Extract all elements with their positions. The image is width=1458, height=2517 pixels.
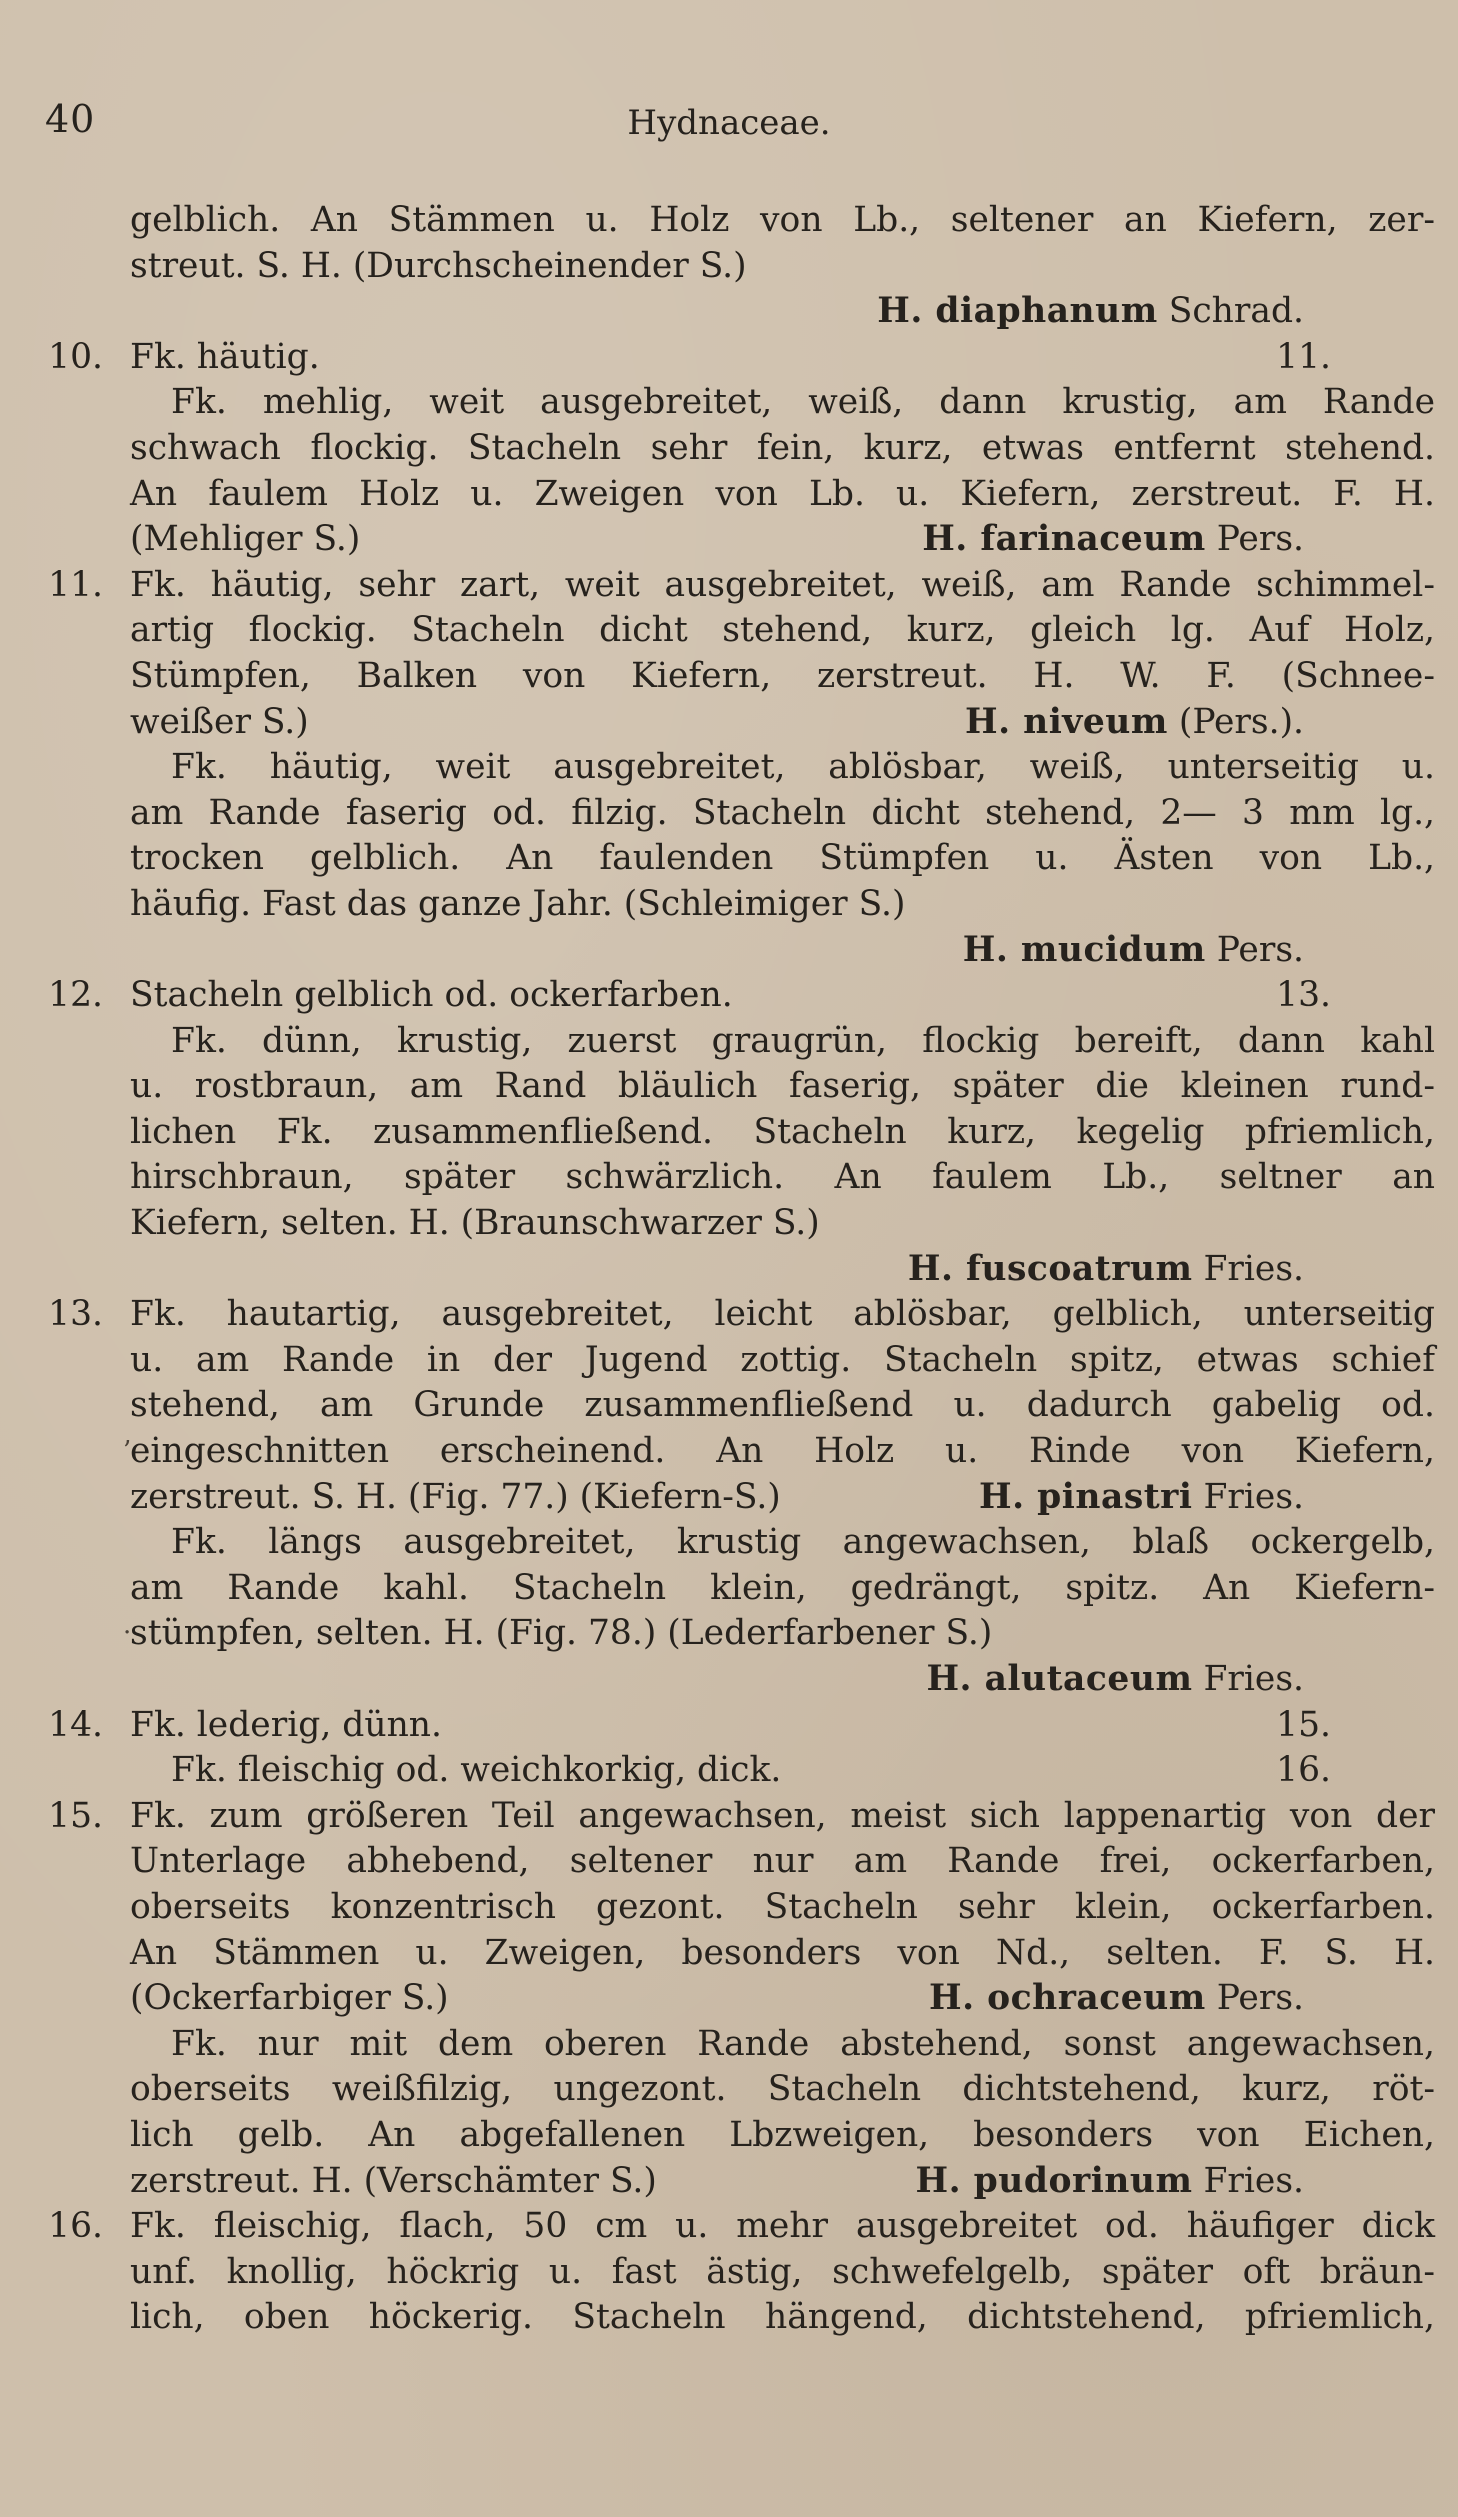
text-line (45, 1429, 1435, 1475)
text-line (45, 1794, 1435, 1840)
species-author: Fries. (1203, 1476, 1304, 1517)
text-line (45, 1520, 1435, 1566)
species-binomial (916, 2161, 1193, 2201)
line-text: Fk. lederig, dünn. (130, 1704, 442, 1745)
species-genus: H. (926, 1659, 973, 1699)
text-line (45, 380, 1435, 426)
species-author: Fries. (1203, 1659, 1304, 1699)
species-epithet: pudorinum (973, 2160, 1193, 2201)
text-line (45, 2067, 1435, 2113)
text-line (45, 928, 1395, 974)
line-text: u. am Rande in der Jugend zottig. Stacheln spitz, etwas schief (130, 1339, 1435, 1380)
text-line (45, 1201, 1395, 1247)
species-binomial (979, 1477, 1192, 1517)
text-line (45, 472, 1435, 518)
text-line (45, 973, 1395, 1019)
species-binomial (922, 519, 1206, 559)
couplet-number: 10. (48, 336, 103, 377)
species-genus: H. (915, 2160, 962, 2201)
text-line (45, 1657, 1395, 1703)
text-line (45, 1064, 1435, 1110)
line-text: Fk. fleischig od. weichkorkig, dick. (171, 1750, 782, 1791)
line-text: unf. knollig, höckrig u. fast ästig, schwefelgelb, später oft bräun- (130, 2251, 1435, 2292)
line-text: schwach flockig. Stacheln sehr fein, kurz, etwas entfernt stehend. (130, 427, 1435, 468)
running-title: Hydnaceae. (627, 103, 831, 143)
line-text: am Rande faserig od. filzig. Stacheln dicht stehend, 2— 3 mm lg., (130, 792, 1435, 833)
margin-mark: · (123, 1618, 132, 1649)
text-line (45, 2022, 1435, 2068)
text-line (45, 1976, 1395, 2022)
species-name (965, 700, 1304, 746)
text-line (45, 1338, 1435, 1384)
text-line (45, 882, 1395, 928)
species-epithet: pinastri (1037, 1476, 1193, 1517)
species-binomial (965, 702, 1168, 742)
line-text: stümpfen, selten. H. (Fig. 78.) (Lederfarbener S.) (130, 1613, 993, 1654)
species-author: Pers. (1216, 519, 1304, 560)
species-genus: H. (979, 1476, 1025, 1517)
text-line (45, 2204, 1435, 2250)
line-text: Kiefern, selten. H. (Braunschwarzer S.) (130, 1203, 820, 1244)
line-text: An Stämmen u. Zweigen, besonders von Nd., selten. F. S. H. (130, 1932, 1435, 1973)
species-epithet: diaphanum (935, 291, 1158, 332)
species-name (979, 1475, 1304, 1521)
text-line (45, 244, 1395, 290)
line-text: am Rande kahl. Stacheln klein, gedrängt, spitz. An Kiefern- (130, 1567, 1435, 1608)
text-line (45, 700, 1395, 746)
species-epithet: mucidum (1020, 929, 1206, 970)
text-line (45, 1292, 1435, 1338)
species-genus: H. (877, 291, 923, 332)
text-line (45, 1155, 1435, 1201)
text-line (45, 745, 1435, 791)
line-text: lichen Fk. zusammenfließend. Stacheln kurz, kegelig pfriemlich, (130, 1111, 1435, 1152)
line-text: trocken gelblich. An faulenden Stümpfen u. Ästen von Lb., (130, 838, 1435, 879)
line-text: Stümpfen, Balken von Kiefern, zerstreut. H. W. F. (Schnee- (130, 655, 1435, 696)
line-text: zerstreut. H. (Verschämter S.) (130, 2160, 657, 2201)
couplet-reference: 16. (1276, 1750, 1331, 1791)
line-text: Fk. häutig, sehr zart, weit ausgebreitet, weiß, am Rande schimmel- (130, 564, 1435, 605)
species-name (922, 517, 1304, 563)
line-text: Unterlage abhebend, seltener nur am Rande frei, ockerfarben, (130, 1841, 1435, 1882)
line-text: Fk. häutig, weit ausgebreitet, ablösbar, weiß, unterseitig u. (171, 747, 1435, 788)
species-name (926, 1657, 1304, 1703)
species-name (877, 289, 1304, 335)
couplet-reference: 11. (1276, 336, 1331, 377)
text-line (45, 1931, 1435, 1977)
species-binomial (929, 1978, 1206, 2018)
couplet-reference: 15. (1276, 1704, 1331, 1745)
text-line (45, 563, 1435, 609)
species-epithet: farinaceum (980, 519, 1206, 560)
line-text: Fk. zum größeren Teil angewachsen, meist sich lappenartig von der (130, 1795, 1435, 1836)
text-line (45, 335, 1395, 381)
text-line (45, 1748, 1395, 1794)
species-genus: H. (907, 1248, 954, 1289)
species-genus: H. (928, 1978, 975, 2019)
line-text: zerstreut. S. H. (Fig. 77.) (Kiefern-S.) (130, 1476, 781, 1517)
text-line (45, 608, 1435, 654)
species-author: Fries. (1203, 2160, 1304, 2201)
species-author: Pers. (1216, 1978, 1304, 2019)
line-text: streut. S. H. (Durchscheinender S.) (130, 245, 747, 286)
margin-mark: ’ (123, 1436, 132, 1467)
text-line (45, 1247, 1395, 1293)
line-text: Fk. hautartig, ausgebreitet, leicht ablösbar, gelblich, unterseitig (130, 1294, 1435, 1335)
text-line (45, 836, 1435, 882)
line-text: oberseits weißfilzig, ungezont. Stacheln dichtstehend, kurz, röt- (130, 2069, 1435, 2110)
text-line (45, 2295, 1435, 2341)
species-epithet: ochraceum (987, 1978, 1206, 2019)
species-author: Schrad. (1168, 291, 1304, 332)
line-text: gelblich. An Stämmen u. Holz von Lb., seltener an Kiefern, zer- (130, 200, 1435, 240)
species-genus: H. (962, 929, 1009, 970)
text-line (45, 1475, 1395, 1521)
couplet-number: 15. (48, 1795, 103, 1836)
text-line (45, 426, 1435, 472)
species-name (929, 1976, 1304, 2022)
text-line (45, 198, 1435, 244)
line-text: häufig. Fast das ganze Jahr. (Schleimiger S.) (130, 883, 906, 924)
key-text (45, 198, 1435, 2341)
line-text: weißer S.) (130, 701, 309, 742)
species-epithet: fuscoatrum (966, 1248, 1193, 1289)
couplet-number: 14. (48, 1704, 103, 1745)
line-text: (Ockerfarbiger S.) (130, 1978, 449, 2019)
couplet-number: 13. (48, 1294, 103, 1335)
text-line (45, 1611, 1395, 1657)
line-text: An faulem Holz u. Zweigen von Lb. u. Kiefern, zerstreut. F. H. (130, 473, 1435, 514)
text-line (45, 1703, 1395, 1749)
line-text: Fk. dünn, krustig, zuerst graugrün, flockig bereift, dann kahl (171, 1020, 1435, 1061)
text-line (45, 2113, 1435, 2159)
species-epithet: alutaceum (984, 1659, 1193, 1699)
text-line (45, 791, 1435, 837)
species-epithet: niveum (1023, 701, 1168, 742)
line-text: artig flockig. Stacheln dicht stehend, kurz, gleich lg. Auf Holz, (130, 610, 1435, 651)
species-author: Fries. (1203, 1248, 1304, 1289)
text-line (45, 2159, 1395, 2205)
text-line (45, 1566, 1435, 1612)
species-name (963, 928, 1304, 974)
species-binomial (908, 1249, 1193, 1289)
couplet-number: 12. (48, 975, 103, 1016)
line-text: (Mehliger S.) (130, 519, 361, 560)
couplet-number: 16. (48, 2206, 103, 2247)
text-line (45, 1885, 1435, 1931)
line-text: oberseits konzentrisch gezont. Stacheln sehr klein, ockerfarben. (130, 1886, 1435, 1927)
couplet-number: 11. (48, 564, 103, 605)
species-binomial (877, 291, 1157, 331)
line-text: Stacheln gelblich od. ockerfarben. (130, 975, 733, 1016)
text-line (45, 654, 1435, 700)
species-name (908, 1247, 1304, 1293)
line-text: Fk. mehlig, weit ausgebreitet, weiß, dann krustig, am Rande (171, 382, 1435, 423)
line-text: u. rostbraun, am Rand bläulich faserig, später die kleinen rund- (130, 1066, 1435, 1107)
text-line (45, 1839, 1435, 1885)
species-genus: H. (964, 701, 1011, 742)
text-line (45, 289, 1395, 335)
species-binomial (926, 1659, 1192, 1699)
species-genus: H. (922, 519, 968, 560)
species-binomial (963, 930, 1206, 970)
species-name (916, 2159, 1304, 2205)
line-text: hirschbraun, später schwärzlich. An faulem Lb., seltner an (130, 1157, 1435, 1198)
text-line (45, 1110, 1435, 1156)
line-text: Fk. längs ausgebreitet, krustig angewachsen, blaß ockergelb, (171, 1522, 1435, 1563)
line-text: lich gelb. An abgefallenen Lbzweigen, besonders von Eichen, (130, 2114, 1435, 2155)
line-text: lich, oben höckerig. Stacheln hängend, dichtstehend, pfriemlich, (130, 2297, 1435, 2338)
line-text: stehend, am Grunde zusammenfließend u. dadurch gabelig od. (130, 1385, 1435, 1426)
line-text: Fk. häutig. (130, 336, 320, 377)
text-line (45, 1019, 1435, 1065)
line-text: Fk. nur mit dem oberen Rande abstehend, sonst angewachsen, (171, 2023, 1435, 2064)
line-text: eingeschnitten erscheinend. An Holz u. Rinde von Kiefern, (130, 1431, 1435, 1472)
page-number: 40 (45, 97, 96, 141)
text-line (45, 1383, 1435, 1429)
text-line (45, 2250, 1435, 2296)
species-author: Pers. (1216, 929, 1304, 970)
line-text: Fk. fleischig, flach, 50 cm u. mehr ausgebreitet od. häufiger dick (130, 2206, 1435, 2247)
couplet-reference: 13. (1276, 975, 1331, 1016)
species-author: (Pers.). (1178, 701, 1304, 742)
text-line (45, 517, 1395, 563)
